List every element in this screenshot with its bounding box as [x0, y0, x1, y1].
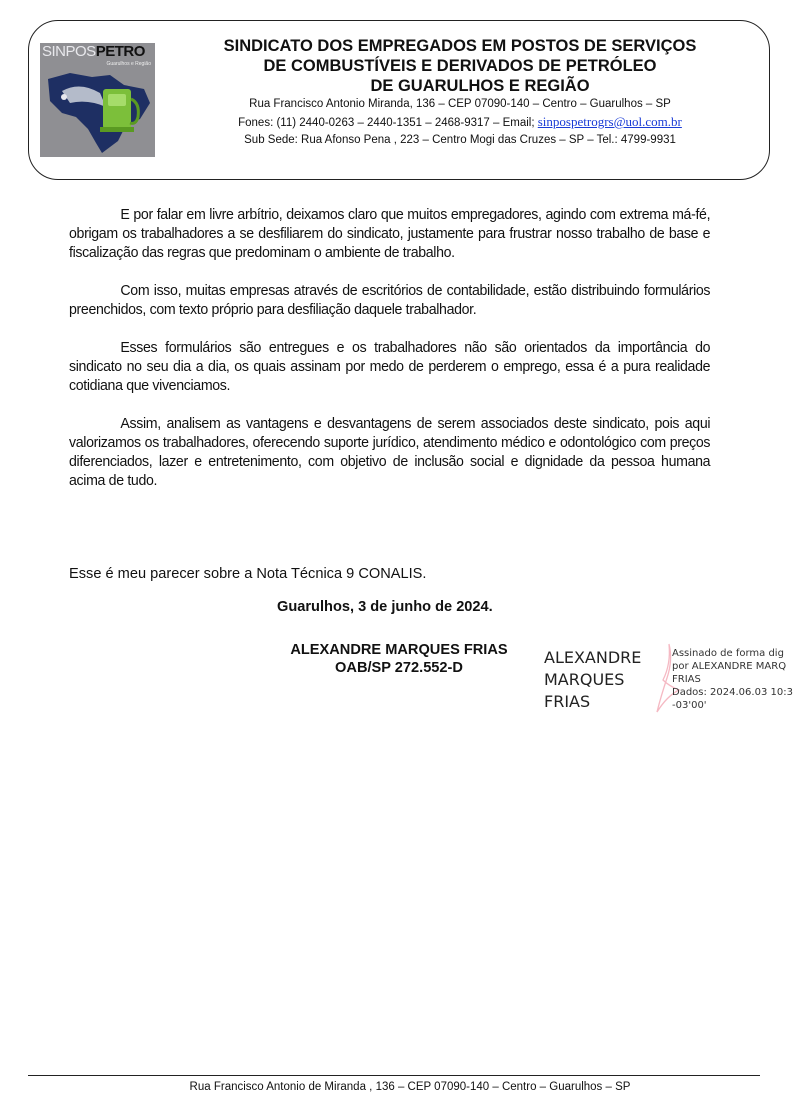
org-name-line-2: DE COMBUSTÍVEIS E DERIVADOS DE PETRÓLEO — [263, 57, 657, 75]
signer-name: ALEXANDRE MARQUES FRIAS — [290, 642, 508, 658]
footer-address: Rua Francisco Antonio de Miranda , 136 – CEP 07090-140 – Centro – Guarulhos – SP — [189, 1081, 631, 1093]
brazil-map-fuel-pump-icon — [40, 63, 155, 157]
header-phones: Fones: (11) 2440-0263 – 2440-1351 – 2468-9317 – Email; — [238, 117, 538, 129]
dsig-info-line: Assinado de forma dig — [672, 648, 784, 659]
dsig-info-line: FRIAS — [672, 674, 701, 685]
dsig-name-line: MARQUES — [544, 670, 625, 689]
digital-signature-name — [544, 647, 641, 713]
sinpospetro-logo — [40, 43, 155, 157]
closing-statement: Esse é meu parecer sobre a Nota Técnica 9 CONALIS. — [69, 566, 427, 582]
header-subsede: Sub Sede: Rua Afonso Pena , 223 – Centro Mogi das Cruzes – SP – Tel.: 4799-9931 — [244, 134, 676, 146]
logo-tagline: Guarulhos e Região — [106, 61, 151, 67]
dsig-name-line: ALEXANDRE — [544, 648, 642, 667]
letter-body — [69, 206, 710, 510]
org-name-line-1: SINDICATO DOS EMPREGADOS EM POSTOS DE SERVIÇOS — [223, 37, 697, 55]
digital-signature-info — [672, 647, 800, 712]
logo-brand-bold: PETRO — [95, 43, 145, 60]
logo-brand-light: SINPOS — [42, 43, 96, 60]
header-address: Rua Francisco Antonio Miranda, 136 – CEP 07090-140 – Centro – Guarulhos – SP — [249, 98, 671, 110]
footer-divider — [28, 1075, 760, 1076]
body-paragraph: Esses formulários são entregues e os trabalhadores não são orientados da importância do sindicato no seu dia a dia, os quais assinam por medo de perderem o emprego, essa é a pura realidade cotidiana que vivenciamos. — [69, 340, 711, 394]
org-name-line-3: DE GUARULHOS E REGIÃO — [370, 77, 590, 95]
body-paragraph: E por falar em livre arbítrio, deixamos claro que muitos empregadores, agindo com extrema má-fé, obrigam os trabalhadores a se desfiliarem do sindicato, justamente para frustrar nosso trabalho de base e fiscalização das regras que predominam o ambiente de trabalho. — [69, 207, 711, 261]
email-link[interactable]: sinpospetrogrs@uol.com.br — [537, 114, 682, 129]
dsig-info-line: por ALEXANDRE MARQ — [672, 661, 787, 672]
signer-oab: OAB/SP 272.552-D — [335, 660, 463, 676]
organization-name — [160, 36, 760, 96]
body-paragraph: Com isso, muitas empresas através de escritórios de contabilidade, estão distribuindo formulários preenchidos, com texto próprio para desfiliação daquele trabalhador. — [69, 283, 711, 318]
body-paragraph: Assim, analisem as vantagens e desvantagens de serem associados deste sindicato, pois aqui valorizamos os trabalhadores, oferecendo suporte jurídico, atendimento médico e odontológico com preços diferenciados, lazer e entretenimento, com objetivo de inclusão social e dignidade da pessoa humana acima de tudo. — [69, 416, 711, 489]
signer-block — [276, 641, 522, 677]
dsig-name-line: FRIAS — [544, 692, 591, 711]
letterhead-text — [160, 36, 760, 149]
date-line: Guarulhos, 3 de junho de 2024. — [277, 599, 493, 615]
logo-brand — [42, 43, 145, 60]
header-contacts — [160, 113, 760, 132]
dsig-info-line: Dados: 2024.06.03 10:3 — [672, 687, 793, 698]
dsig-info-line: -03'00' — [672, 700, 707, 711]
